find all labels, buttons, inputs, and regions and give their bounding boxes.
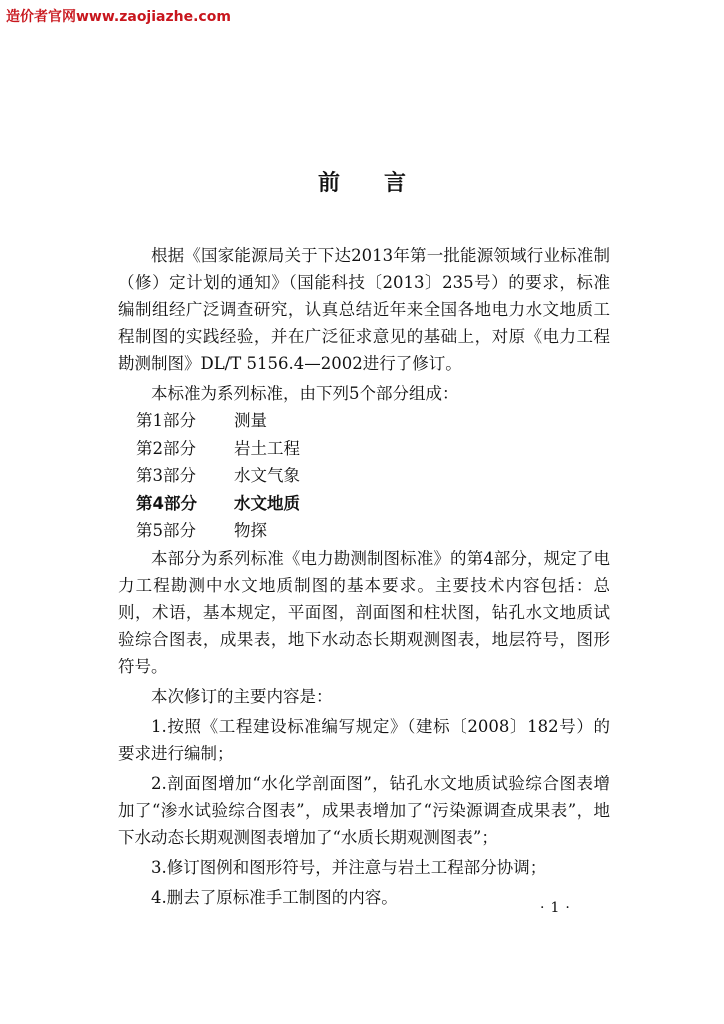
revision-item: 1.按照《工程建设标准编写规定》（建标〔2008〕182号）的要求进行编制； — [118, 716, 610, 763]
part-item — [118, 517, 610, 545]
part-name: 水文地质 — [234, 493, 300, 513]
part-item — [118, 407, 610, 435]
series-intro: 本标准为系列标准，由下列5个部分组成： — [151, 384, 459, 403]
part-number: 第5部分 — [136, 521, 196, 540]
part-number: 第4部分 — [136, 493, 197, 513]
page-title: 前言 — [317, 171, 450, 196]
revision-item: 2.剖面图增加“水化学剖面图”，钻孔水文地质试验综合图表增加了“渗水试验综合图表”，成果表增加了“污染源调查成果表”，地下水动态长期观测图表增加了“水质长期观测图表”； — [118, 773, 610, 847]
part-item — [118, 435, 610, 463]
page-number: ·1· — [540, 900, 576, 916]
revision-item: 3.修订图例和图形符号，并注意与岩土工程部分协调； — [151, 857, 547, 877]
part-item-current — [118, 490, 610, 518]
part-name: 物探 — [234, 521, 267, 540]
watermark-logo: 造价者官网www.zaojiazhe.com — [6, 9, 231, 25]
part-description: 本部分为系列标准《电力勘测制图标准》的第4部分，规定了电力工程勘测中水文地质制图的基本要求。主要技术内容包括：总则，术语，基本规定，平面图，剖面图和柱状图，钻孔水文地质试验综合图表，成果表，地下水动态长期观测图表，地层符号，图形符号。 — [118, 548, 610, 676]
part-name: 测量 — [234, 411, 267, 430]
revision-heading: 本次修订的主要内容是： — [151, 686, 333, 706]
part-number: 第1部分 — [136, 411, 196, 430]
part-item — [118, 462, 610, 490]
intro-paragraph: 根据《国家能源局关于下达2013年第一批能源领域行业标准制（修）定计划的通知》（国能科技〔2013〕235号）的要求，标准编制组经广泛调查研究，认真总结近年来全国各地电力水文地质工程制图的实践经验，并在广泛征求意见的基础上，对原《电力工程勘测制图》DL/T 5156.4—2002进行了修订。 — [118, 246, 610, 373]
parts-list — [118, 407, 610, 545]
revision-item: 4.删去了原标准手工制图的内容。 — [151, 887, 398, 907]
part-name: 岩土工程 — [234, 438, 300, 458]
part-number: 第3部分 — [136, 466, 196, 485]
document-body — [118, 242, 610, 914]
part-number: 第2部分 — [136, 438, 196, 458]
part-name: 水文气象 — [234, 466, 300, 485]
